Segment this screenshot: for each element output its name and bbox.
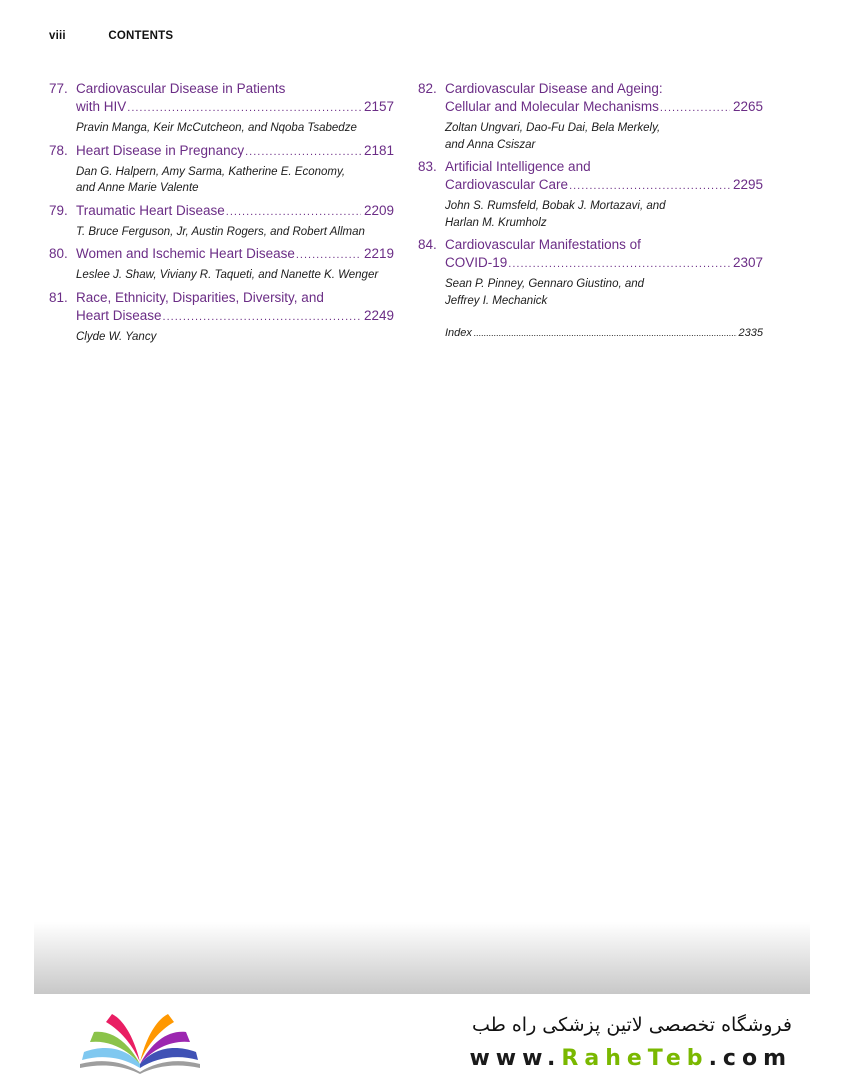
chapter-page-number: 2209 [363,202,394,218]
chapter-page-number: 2307 [732,255,763,270]
toc-entry[interactable] [49,202,394,241]
chapter-authors [76,120,394,137]
contents-column-right [418,80,763,339]
chapter-authors [445,198,763,231]
author-line: Leslee J. Shaw, Viviany R. Taqueti, and Nanette K. Wenger [76,269,379,281]
author-line: Zoltan Ungvari, Dao-Fu Dai, Bela Merkely, [445,122,661,134]
store-name: فروشگاه تخصصی لاتین پزشکی راه طب [472,1014,792,1036]
toc-entry[interactable] [49,142,394,197]
chapter-title-line: Race, Ethnicity, Disparities, Diversity, and [76,289,324,305]
chapter-number: 81. [49,289,68,305]
chapter-title-line: COVID-19 [445,255,508,270]
chapter-number: 84. [418,237,437,252]
toc-entry[interactable] [49,80,394,137]
chapter-title-row [49,142,394,161]
chapter-title-row [418,80,763,117]
chapter-title-line: Traumatic Heart Disease [76,202,225,218]
chapter-title-row [49,289,394,326]
chapter-authors [76,267,394,284]
chapter-authors [76,224,394,241]
dot-leader [163,308,361,326]
toc-entry[interactable] [49,245,394,284]
dot-leader [226,203,361,221]
chapter-title-row [49,202,394,221]
book-logo-icon [76,1008,204,1074]
toc-entry[interactable] [418,80,763,153]
chapter-number: 80. [49,246,68,261]
dot-leader [474,328,737,338]
chapter-page-number: 2295 [732,177,763,192]
page-number: viii [49,30,66,42]
chapter-title-row [418,236,763,273]
chapter-number: 77. [49,81,68,96]
author-line: T. Bruce Ferguson, Jr, Austin Rogers, and Robert Allman [76,225,365,238]
chapter-title-line: Cellular and Molecular Mechanisms [445,99,659,114]
chapter-authors [445,120,763,153]
page-header [49,30,173,42]
chapter-authors [445,276,763,309]
chapter-title-line: Cardiovascular Disease and Ageing: [445,81,663,96]
chapter-title-row [418,158,763,195]
author-line: Harlan M. Krumholz [445,216,547,229]
chapter-number: 83. [418,159,437,174]
dot-leader [569,177,730,195]
index-entry[interactable] [445,327,763,339]
chapter-title-row [49,80,394,117]
page-bottom-shadow [34,922,810,994]
chapter-title-line: Cardiovascular Manifestations of [445,237,641,252]
chapter-title-line: Heart Disease [76,307,162,323]
author-line: John S. Rumsfeld, Bobak J. Mortazavi, and [445,200,666,212]
chapter-title-line: with HIV [76,99,127,114]
author-line: Dan G. Halpern, Amy Sarma, Katherine E. Economy, [76,165,346,178]
author-line: Sean P. Pinney, Gennaro Giustino, and [445,278,645,290]
chapter-title-line: Heart Disease in Pregnancy [76,142,245,158]
chapter-title-line: Artificial Intelligence and [445,159,591,174]
toc-entry[interactable] [418,236,763,309]
chapter-page-number: 2157 [363,99,394,114]
chapter-number: 78. [49,142,68,158]
author-line: Jeffrey I. Mechanick [445,294,548,307]
dot-leader [245,143,361,161]
chapter-page-number: 2181 [363,142,394,158]
chapter-title-line: Cardiovascular Care [445,177,569,192]
contents-column-left [49,80,394,350]
author-line: Pravin Manga, Keir McCutcheon, and Nqoba Tsabedze [76,122,357,134]
chapter-number: 79. [49,202,68,218]
store-url[interactable]: www.RaheTeb.com [469,1046,792,1071]
dot-leader [508,255,730,273]
index-label: Index [445,327,472,339]
dot-leader [660,99,730,117]
author-line: and Anne Marie Valente [76,182,199,194]
chapter-title-row [49,245,394,264]
section-title: CONTENTS [108,30,174,42]
chapter-page-number: 2249 [363,307,394,323]
index-page: 2335 [738,327,763,339]
chapter-page-number: 2219 [363,246,394,261]
dot-leader [296,246,361,264]
toc-entry[interactable] [418,158,763,231]
author-line: Clyde W. Yancy [76,330,157,343]
chapter-title-line: Women and Ischemic Heart Disease [76,246,295,261]
chapter-authors [76,164,394,197]
chapter-title-line: Cardiovascular Disease in Patients [76,81,286,96]
toc-entry[interactable] [49,289,394,346]
chapter-page-number: 2265 [732,99,763,114]
chapter-number: 82. [418,81,437,96]
dot-leader [127,99,361,117]
author-line: and Anna Csiszar [445,138,536,151]
chapter-authors [76,329,394,346]
